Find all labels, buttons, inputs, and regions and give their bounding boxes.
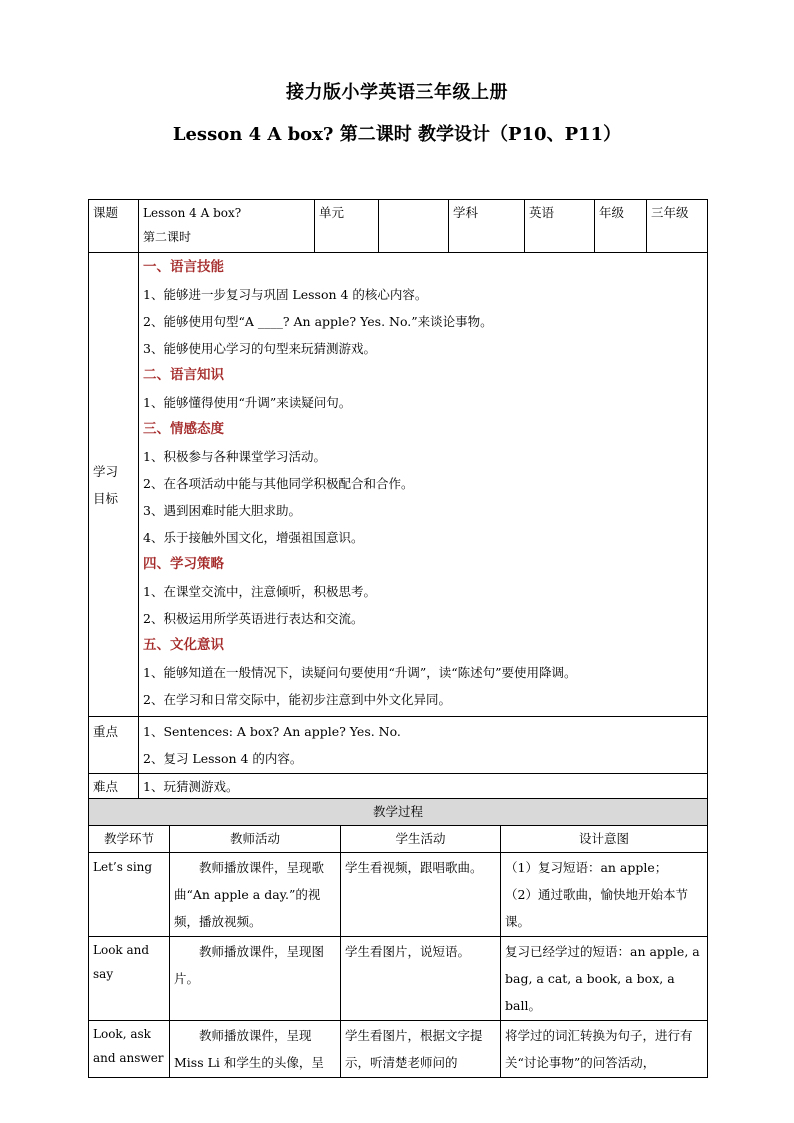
stage-line: Look, ask <box>93 1027 151 1041</box>
goal-item: 1、在课堂交流中，注意倾听，积极思考。 <box>143 584 376 599</box>
difficult-label: 难点 <box>89 774 139 802</box>
student-cell: 学生看图片，说短语。 <box>341 937 501 1021</box>
lesson-info-table <box>88 199 708 802</box>
section-title-strategy: 四、学习策略 <box>143 556 224 572</box>
intent-cell <box>501 853 708 937</box>
process-title: 教学过程 <box>89 799 708 826</box>
stage-line: and answer <box>93 1051 164 1065</box>
key-label: 重点 <box>89 717 139 774</box>
student-cell: 学生看视频，跟唱歌曲。 <box>341 853 501 937</box>
teacher-cell: 教师播放课件，呈现图片。 <box>170 937 341 1021</box>
subject-label: 学科 <box>449 200 525 253</box>
goals-row <box>89 253 708 717</box>
topic-value <box>139 200 315 253</box>
topic-row <box>89 200 708 253</box>
difficult-item: 1、玩猜测游戏。 <box>143 779 239 794</box>
section-title-attitude: 三、情感态度 <box>143 421 224 437</box>
unit-label: 单元 <box>315 200 379 253</box>
goal-item: 1、积极参与各种课堂学习活动。 <box>143 449 326 464</box>
intent-cell: 将学过的词汇转换为句子，进行有关“讨论事物”的问答活动， <box>501 1021 708 1078</box>
header-teacher: 教师活动 <box>170 826 341 853</box>
teacher-cell: 教师播放课件，呈现歌曲“An apple a day.”的视频，播放视频。 <box>170 853 341 937</box>
stage-line: say <box>93 967 114 981</box>
goals-label <box>89 253 139 717</box>
goal-item: 1、能够进一步复习与巩固 Lesson 4 的核心内容。 <box>143 287 428 302</box>
goal-item: 3、遇到困难时能大胆求助。 <box>143 503 301 518</box>
header-intent: 设计意图 <box>501 826 708 853</box>
unit-value <box>379 200 449 253</box>
document-title: 接力版小学英语三年级上册 <box>286 82 508 103</box>
stage-cell: Let’s sing <box>89 853 170 937</box>
grade-label: 年级 <box>595 200 647 253</box>
intent-cell: 复习已经学过的短语：an apple, a bag, a cat, a book, a box, a ball。 <box>501 937 708 1021</box>
section-title-language-skills: 一、语言技能 <box>143 259 224 275</box>
table-row <box>89 1021 708 1078</box>
process-header-row <box>89 826 708 853</box>
teacher-cell: 教师播放课件，呈现 Miss Li 和学生的头像，呈 <box>170 1021 341 1078</box>
goals-content <box>139 253 708 717</box>
stage-line: Look and <box>93 943 150 957</box>
goal-item: 2、在各项活动中能与其他同学积极配合和合作。 <box>143 476 414 491</box>
goals-label-line1: 学习 <box>93 463 119 479</box>
stage-cell <box>89 1021 170 1078</box>
goal-item: 2、在学习和日常交际中，能初步注意到中外文化异同。 <box>143 692 451 707</box>
topic-label: 课题 <box>89 200 139 253</box>
subject-value: 英语 <box>525 200 595 253</box>
teaching-process-table <box>88 798 708 1078</box>
goal-item: 2、能够使用句型“A ____? An apple? Yes. No.”来谈论事物。 <box>143 314 493 329</box>
topic-value-line1: Lesson 4 A box? <box>143 206 242 220</box>
goal-item: 4、乐于接触外国文化，增强祖国意识。 <box>143 530 364 545</box>
goal-item: 1、能够知道在一般情况下，读疑问句要使用“升调”，读“陈述句”要使用降调。 <box>143 665 577 680</box>
goal-item: 3、能够使用心学习的句型来玩猜测游戏。 <box>143 341 376 356</box>
topic-value-line2: 第二课时 <box>143 230 192 244</box>
stage-cell <box>89 937 170 1021</box>
section-title-language-knowledge: 二、语言知识 <box>143 367 224 383</box>
intent-line: （1）复习短语：an apple； <box>505 860 668 875</box>
section-title-culture: 五、文化意识 <box>143 637 224 653</box>
grade-value: 三年级 <box>647 200 708 253</box>
key-content <box>139 717 708 774</box>
goals-label-line2: 目标 <box>93 490 119 506</box>
goal-item: 1、能够懂得使用“升调”来读疑问句。 <box>143 395 352 410</box>
table-row <box>89 937 708 1021</box>
table-row <box>89 853 708 937</box>
document-subtitle: Lesson 4 A box? 第二课时 教学设计（P10、P11） <box>172 124 622 145</box>
goal-item: 2、积极运用所学英语进行表达和交流。 <box>143 611 364 626</box>
key-item: 1、Sentences: A box? An apple? Yes. No. <box>143 724 401 739</box>
key-item: 2、复习 Lesson 4 的内容。 <box>143 751 303 766</box>
intent-line: （2）通过歌曲，愉快地开始本节课。 <box>505 887 688 929</box>
student-cell: 学生看图片，根据文字提示，听清楚老师问的 <box>341 1021 501 1078</box>
header-stage: 教学环节 <box>89 826 170 853</box>
header-student: 学生活动 <box>341 826 501 853</box>
key-points-row <box>89 717 708 774</box>
